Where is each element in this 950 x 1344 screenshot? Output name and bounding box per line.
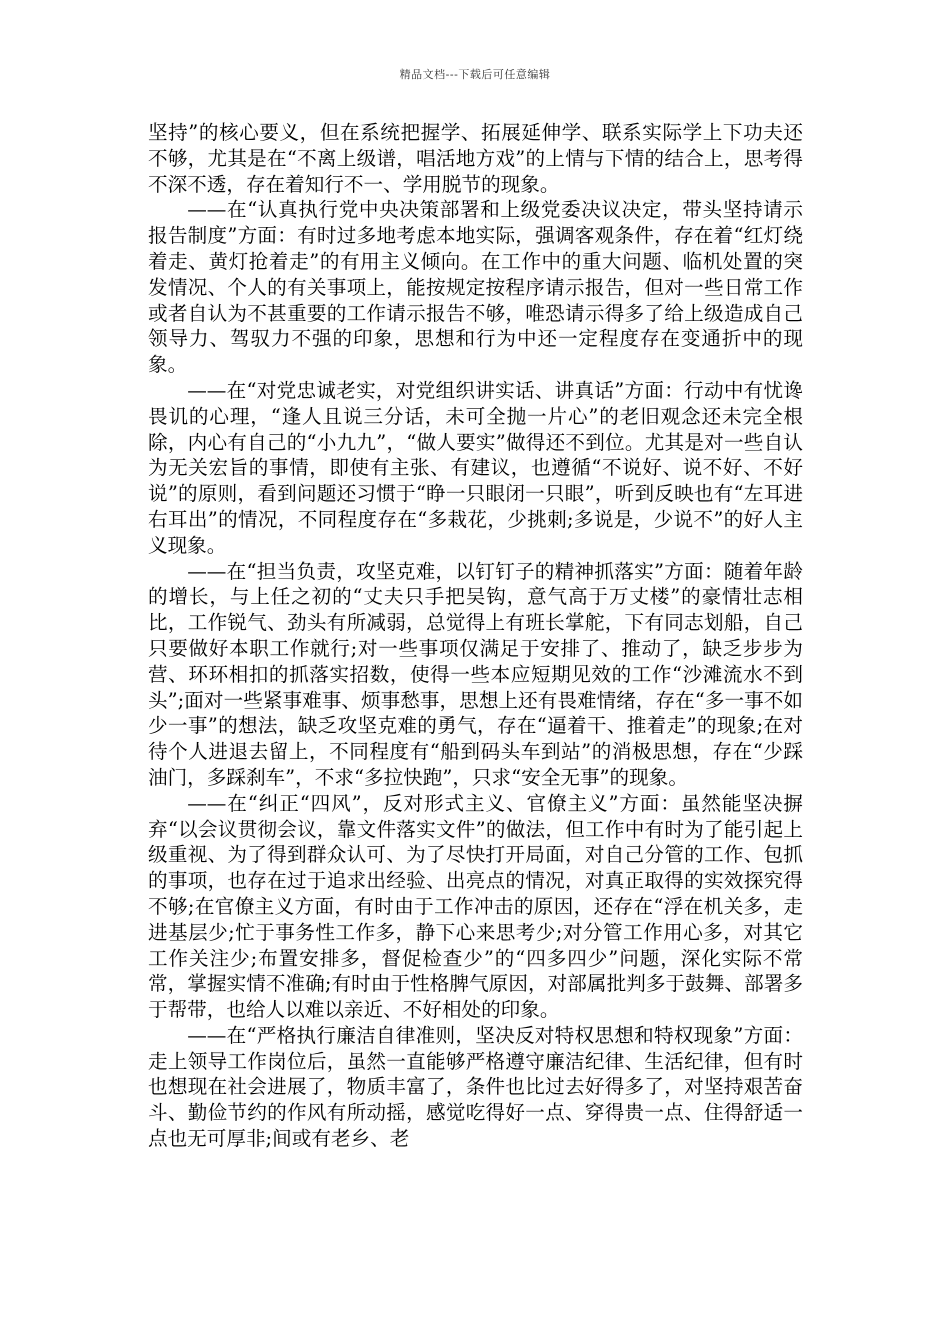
paragraph-report-system: ——在“认真执行党中央决策部署和上级党委决议决定，带头坚持请示报告制度”方面：有时过多地考虑本地实际，强调客观条件，存在着“红灯绕着走、黄灯抢着走”的有用主义倾向。在工作中的重大问题、临机处置的突发情况、个人的有关事项上，能按规定按程序请示报告，但对一些日常工作或者自认为不甚重要的工作请示报告不够，唯恐请示得多了给上级造成自己领导力、驾驭力不强的印象，思想和行为中还一定程度存在变通折中的现象。 [148, 198, 803, 377]
paragraph-responsibility: ——在“担当负责，攻坚克难，以钉钉子的精神抓落实”方面：随着年龄的增长，与上任之初的“丈夫只手把吴钩，意气高于万丈楼”的豪情壮志相比，工作锐气、劲头有所减弱，总觉得上有班长掌舵，下有同志划船，自己只要做好本职工作就行;对一些事项仅满足于安排了、推动了，缺乏步步为营、环环相扣的抓落实招数，使得一些本应短期见效的工作“沙滩流水不到头”;面对一些紧事难事、烦事愁事，思想上还有畏难情绪，存在“多一事不如少一事”的想法，缺乏攻坚克难的勇气，存在“逼着干、推着走”的现象;在对待个人进退去留上，不同程度有“船到码头车到站”的消极思想，存在“少踩油门，多踩刹车”，不求“多拉快跑”，只求“安全无事”的现象。 [148, 559, 803, 789]
paragraph-loyalty-honesty: ——在“对党忠诚老实，对党组织讲实话、讲真话”方面：行动中有忧谗畏讥的心理，“逢人且说三分话，未可全抛一片心”的老旧观念还未完全根除，内心有自己的“小九九”，“做人要实”做得还不到位。尤其是对一些自认为无关宏旨的事情，即使有主张、有建议，也遵循“不说好、说不好、不好说”的原则，看到问题还习惯于“睁一只眼闭一只眼”，听到反映也有“左耳进右耳出”的情况，不同程度存在“多栽花，少挑刺;多说是，少说不”的好人主义现象。 [148, 378, 803, 557]
paragraph-four-winds: ——在“纠正“四风”，反对形式主义、官僚主义”方面：虽然能坚决摒弃“以会议贯彻会议，靠文件落实文件”的做法，但工作中有时为了能引起上级重视、为了得到群众认可、为了尽快打开局面，对自己分管的工作、包抓的事项，也存在过于追求出经验、出亮点的情况，对真正取得的实效探究得不够;在官僚主义方面，有时由于工作冲击的原因，还存在“浮在机关多，走进基层少;忙于事务性工作多，静下心来思考少;对分管工作用心多，对其它工作关注少;布置安排多，督促检查少”的“四多四少”问题，深化实际不常常，掌握实情不准确;有时由于性格脾气原因，对部属批判多于鼓舞、部署多于帮带，也给人以难以亲近、不好相处的印象。 [148, 791, 803, 1022]
paragraph-integrity: ——在“严格执行廉洁自律准则，坚决反对特权思想和特权现象”方面：走上领导工作岗位后，虽然一直能够严格遵守廉洁纪律、生活纪律，但有时也想现在社会进展了，物质丰富了，条件也比过去好得多了，对坚持艰苦奋斗、勤俭节约的作风有所动摇，感觉吃得好一点、穿得贵一点、住得舒适一点也无可厚非;间或有老乡、老 [148, 1023, 803, 1151]
page-header: 精品文档---下载后可任意编辑 [399, 68, 551, 81]
document-body [148, 120, 803, 1152]
paragraph-continuation: 坚持”的核心要义，但在系统把握学、拓展延伸学、联系实际学上下功夫还不够，尤其是在“不离上级谱，唱活地方戏”的上情与下情的结合上，思考得不深不透，存在着知行不一、学用脱节的现象。 [148, 121, 803, 196]
